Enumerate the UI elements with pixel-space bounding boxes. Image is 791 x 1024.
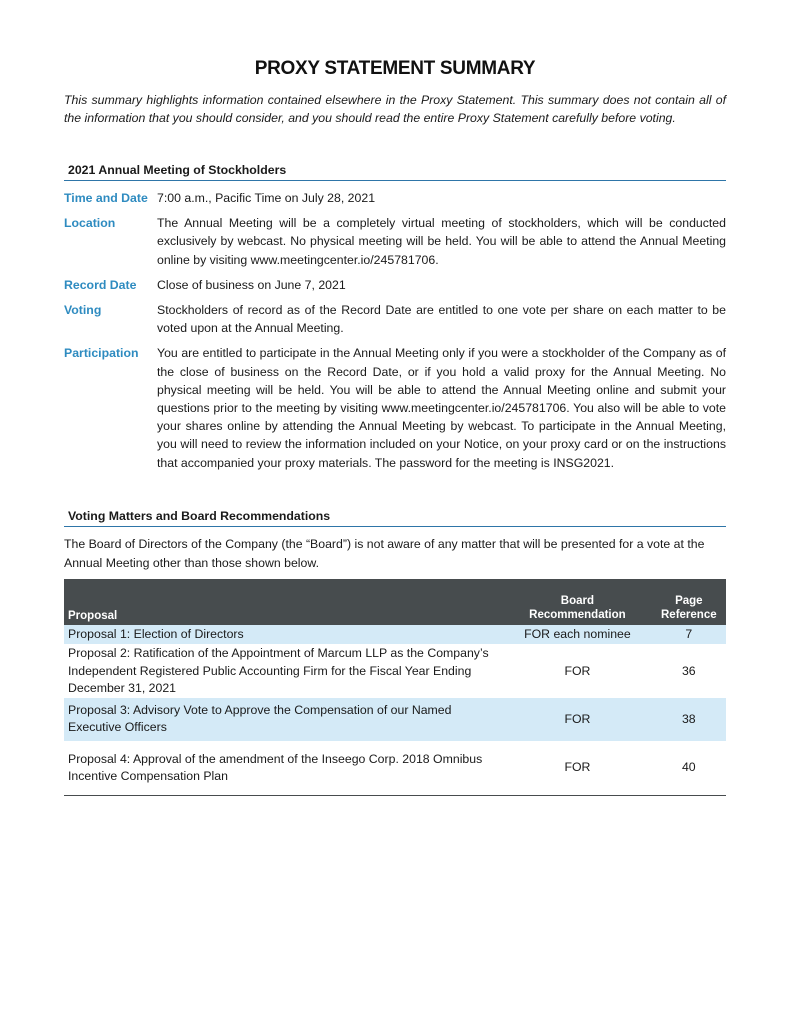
proposal-cell: Proposal 1: Election of Directors xyxy=(64,625,503,644)
meeting-label: Voting xyxy=(64,303,102,318)
page-cell: 38 xyxy=(652,698,726,741)
table-row xyxy=(64,644,726,698)
meeting-value: Close of business on June 7, 2021 xyxy=(157,277,346,292)
intro-paragraph: This summary highlights information contained elsewhere in the Proxy Statement. This summary does not contain all of the information that you should consider, and you should read the entire Proxy Statement carefully before voting. xyxy=(64,93,726,125)
meeting-section-heading: 2021 Annual Meeting of Stockholders xyxy=(64,163,726,181)
table-row xyxy=(64,741,726,796)
table-row xyxy=(64,625,726,644)
recommendation-cell: FOR xyxy=(503,644,651,698)
page-cell: 36 xyxy=(652,644,726,698)
page-cell: 40 xyxy=(652,741,726,796)
meeting-row-participation xyxy=(64,344,726,471)
meeting-value: 7:00 a.m., Pacific Time on July 28, 2021 xyxy=(157,191,376,205)
meeting-label: Record Date xyxy=(64,277,137,292)
meeting-row-location xyxy=(64,214,726,269)
header-line: Board xyxy=(560,595,595,607)
voting-matters-table xyxy=(64,579,726,796)
table-row xyxy=(64,698,726,741)
meeting-details xyxy=(64,189,726,479)
recommendation-cell: FOR xyxy=(503,698,651,741)
page-title: PROXY STATEMENT SUMMARY xyxy=(254,58,536,79)
table-header-row xyxy=(64,579,726,625)
recommendation-cell: FOR xyxy=(503,741,651,796)
voting-section-heading: Voting Matters and Board Recommendations xyxy=(64,509,726,527)
page-cell: 7 xyxy=(652,625,726,644)
meeting-row-record-date xyxy=(64,276,726,294)
proposal-cell: Proposal 3: Advisory Vote to Approve the Compensation of our Named Executive Officers xyxy=(64,698,503,741)
proposal-cell: Proposal 2: Ratification of the Appointment of Marcum LLP as the Company’s Independent Registered Public Accounting Firm for the Fiscal Year Ending December 31, 2021 xyxy=(64,644,503,698)
column-header-proposal: Proposal xyxy=(64,579,503,625)
column-header-page xyxy=(652,579,726,625)
proposal-cell: Proposal 4: Approval of the amendment of the Inseego Corp. 2018 Omnibus Incentive Compensation Plan xyxy=(64,741,503,796)
meeting-value: The Annual Meeting will be a completely virtual meeting of stockholders, which will be conducted exclusively by webcast. No physical meeting will be held. You will be able to attend the Annual Meeting online by visiting www.meetingcenter.io/245781706. xyxy=(157,216,726,267)
meeting-label: Location xyxy=(64,216,116,231)
header-line: Page xyxy=(675,595,703,607)
meeting-row-time xyxy=(64,189,726,207)
meeting-value: Stockholders of record as of the Record Date are entitled to one vote per share on each matter to be voted upon at the Annual Meeting. xyxy=(157,303,726,336)
header-line: Recommendation xyxy=(529,609,626,621)
meeting-label: Participation xyxy=(64,346,139,361)
voting-intro: The Board of Directors of the Company (the “Board”) is not aware of any matter that will be presented for a vote at the Annual Meeting other than those shown below. xyxy=(64,537,705,570)
meeting-value: You are entitled to participate in the Annual Meeting only if you were a stockholder of the Company as of the close of business on the Record Date, or if you hold a valid proxy for the Annual Meeting. No physical meeting will be held. You will be able to attend the Annual Meeting online and submit your questions prior to the meeting by visiting www.meetingcenter.io/245781706. You also will be able to vote your shares online by attending the Annual Meeting by webcast. To participate in the Annual Meeting, you will need to review the information included on your Notice, on your proxy card or on the instructions that accompanied your proxy materials. The password for the meeting is INSG2021. xyxy=(157,346,726,470)
meeting-label: Time and Date xyxy=(64,191,148,205)
header-line: Reference xyxy=(661,609,717,621)
column-header-recommendation xyxy=(503,579,651,625)
recommendation-cell: FOR each nominee xyxy=(503,625,651,644)
meeting-row-voting xyxy=(64,301,726,337)
